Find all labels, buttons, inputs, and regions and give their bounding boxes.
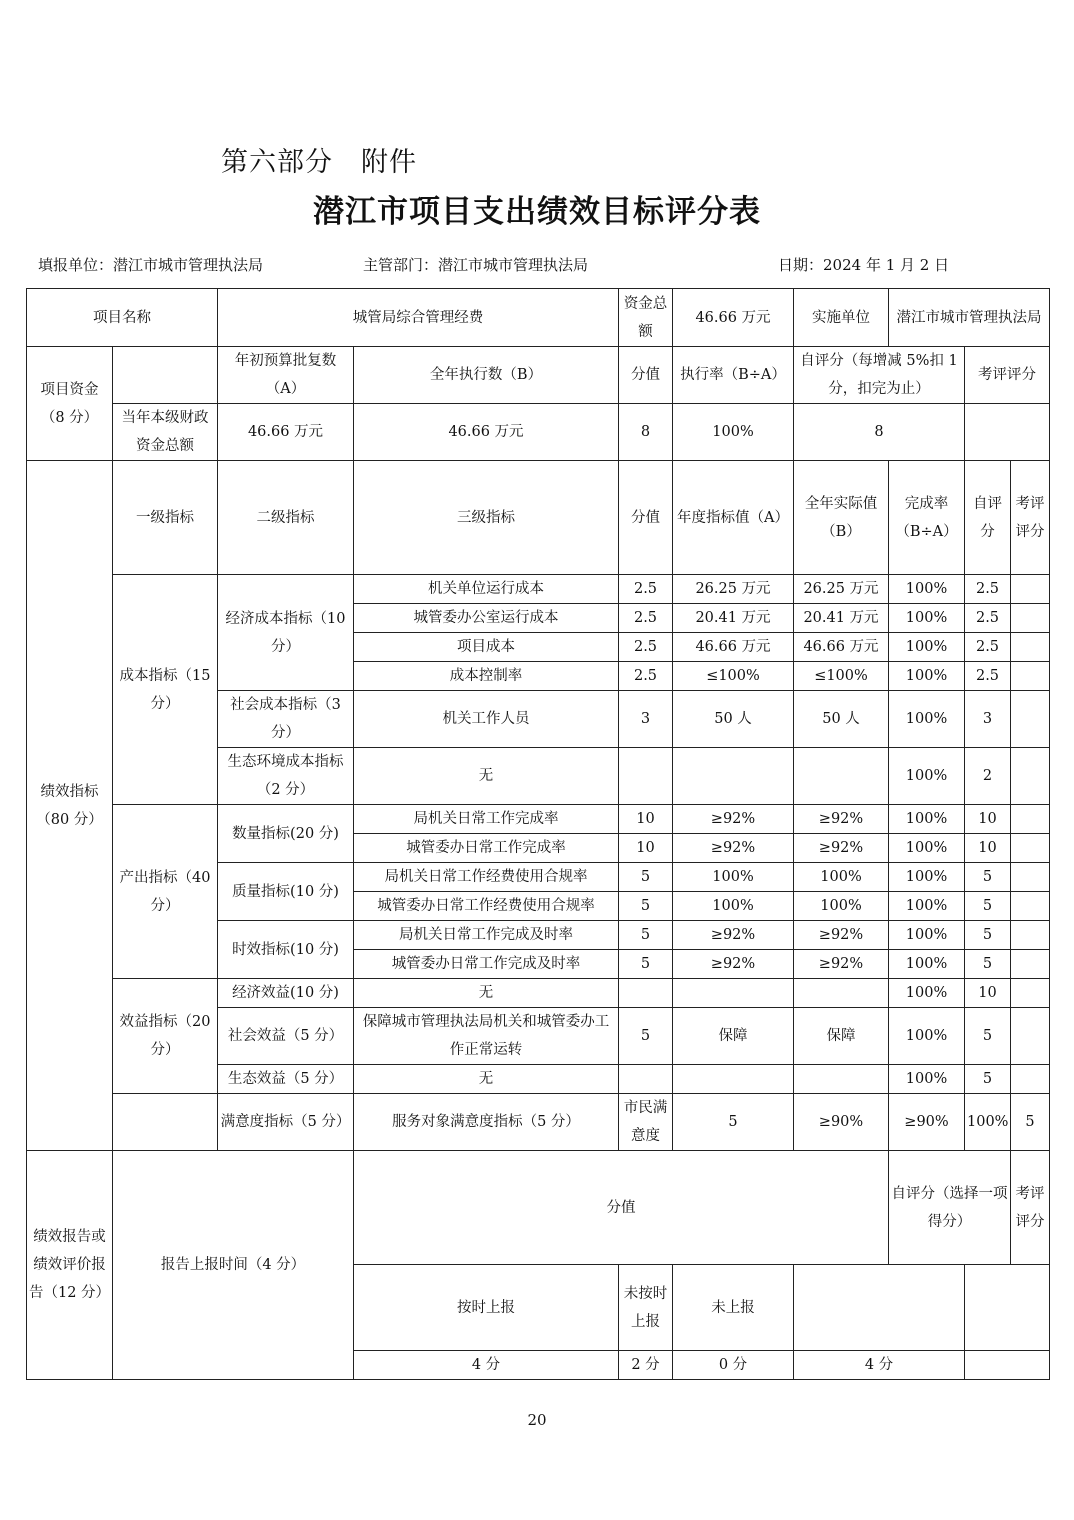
indicator-actual [794, 748, 889, 805]
indicator-actual: ≥92% [794, 921, 889, 950]
indicator-self: 2 [965, 748, 1011, 805]
fund-self-score: 8 [794, 404, 965, 461]
indicator-review [1011, 863, 1050, 892]
indicator-name: 城管委办日常工作完成及时率 [354, 950, 619, 979]
header-level1: 一级指标 [113, 461, 218, 575]
option-on-time: 按时上报 [354, 1265, 619, 1351]
fund-exec: 46.66 万元 [354, 404, 619, 461]
value-on-time: 4 分 [354, 1351, 619, 1380]
indicator-name: 市民满意度 [619, 1094, 673, 1151]
indicator-rate: 100% [889, 1008, 965, 1065]
project-name-label: 项目名称 [27, 289, 218, 347]
report-self-header: 自评分（选择一项得分） [889, 1151, 1011, 1265]
indicator-score: 5 [619, 921, 673, 950]
indicator-actual: 保障 [794, 1008, 889, 1065]
report-review-score [965, 1351, 1050, 1380]
indicator-score [619, 748, 673, 805]
fund-budget: 46.66 万元 [218, 404, 354, 461]
indicator-target: 20.41 万元 [673, 604, 794, 633]
indicator-review [1011, 834, 1050, 863]
indicator-self: 5 [965, 921, 1011, 950]
indicator-target: 100% [673, 892, 794, 921]
fund-section-label: 项目资金（8 分） [27, 347, 113, 461]
indicator-target [673, 748, 794, 805]
level2-quality: 质量指标(10 分) [218, 863, 354, 921]
indicator-rate: 100% [889, 950, 965, 979]
indicator-rate: 100% [889, 805, 965, 834]
part-heading: 第六部分 附件 [221, 147, 417, 178]
indicator-name: 无 [354, 748, 619, 805]
indicator-score: 2.5 [619, 662, 673, 691]
option-not-reported: 未上报 [673, 1265, 794, 1351]
indicator-self: 10 [965, 834, 1011, 863]
indicator-self: 3 [965, 691, 1011, 748]
indicator-rate: 100% [889, 863, 965, 892]
indicator-rate: 100% [889, 662, 965, 691]
indicator-rate: 100% [889, 691, 965, 748]
indicator-review [1011, 575, 1050, 604]
indicator-rate: 100% [889, 575, 965, 604]
level1-cost: 成本指标（15 分） [113, 575, 218, 805]
perf-section-label: 绩效指标（80 分） [27, 461, 113, 1151]
indicator-score: 5 [619, 1008, 673, 1065]
empty-cell [794, 1265, 965, 1351]
indicator-self: 5 [965, 863, 1011, 892]
indicator-name: 机关单位运行成本 [354, 575, 619, 604]
indicator-name: 局机关日常工作完成及时率 [354, 921, 619, 950]
header-exec-rate: 执行率（B÷A） [673, 347, 794, 404]
indicator-target: ≥92% [673, 950, 794, 979]
indicator-score: 5 [619, 950, 673, 979]
report-score-header: 分值 [354, 1151, 889, 1265]
indicator-score: 10 [619, 834, 673, 863]
indicator-review [1011, 950, 1050, 979]
indicator-actual: 100% [794, 863, 889, 892]
indicator-rate: 100% [889, 633, 965, 662]
indicator-score: 5 [619, 863, 673, 892]
indicator-review [1011, 892, 1050, 921]
indicator-review [1011, 691, 1050, 748]
level2-quantity: 数量指标(20 分) [218, 805, 354, 863]
indicator-actual: 26.25 万元 [794, 575, 889, 604]
level2-social-cost: 社会成本指标（3 分） [218, 691, 354, 748]
indicator-self: 5 [965, 1065, 1011, 1094]
indicator-rate: 100% [889, 834, 965, 863]
indicator-review [1011, 1065, 1050, 1094]
indicator-target: 46.66 万元 [673, 633, 794, 662]
indicator-self: 10 [965, 805, 1011, 834]
header-completion-rate: 完成率（B÷A） [889, 461, 965, 575]
header-review-score: 考评评分 [965, 347, 1050, 404]
indicator-name: 机关工作人员 [354, 691, 619, 748]
fund-review-score [965, 404, 1050, 461]
indicator-score: 5 [673, 1094, 794, 1151]
indicator-score: 10 [619, 805, 673, 834]
indicator-target: 26.25 万元 [673, 575, 794, 604]
indicator-actual: ≤100% [794, 662, 889, 691]
level2-satisfaction: 服务对象满意度指标（5 分） [354, 1094, 619, 1151]
option-late: 未按时上报 [619, 1265, 673, 1351]
page-number: 20 [527, 1411, 547, 1429]
project-name: 城管局综合管理经费 [218, 289, 619, 347]
indicator-self: 2.5 [965, 633, 1011, 662]
header-self-score: 自评分 [965, 461, 1011, 575]
level1-output: 产出指标（40 分） [113, 805, 218, 979]
report-time-label: 报告上报时间（4 分） [113, 1151, 354, 1380]
indicator-review [1011, 979, 1050, 1008]
value-not-reported: 0 分 [673, 1351, 794, 1380]
indicator-actual: ≥90% [889, 1094, 965, 1151]
indicator-review [1011, 633, 1050, 662]
indicator-name: 成本控制率 [354, 662, 619, 691]
indicator-target: ≥92% [673, 921, 794, 950]
indicator-self: 10 [965, 979, 1011, 1008]
indicator-review [1011, 662, 1050, 691]
indicator-score: 3 [619, 691, 673, 748]
indicator-actual: 46.66 万元 [794, 633, 889, 662]
level2-timeliness: 时效指标(10 分) [218, 921, 354, 979]
indicator-rate: 100% [889, 921, 965, 950]
indicator-target: 保障 [673, 1008, 794, 1065]
indicator-target [673, 1065, 794, 1094]
indicator-score: 5 [619, 892, 673, 921]
indicator-actual: ≥92% [794, 950, 889, 979]
indicator-name: 无 [354, 979, 619, 1008]
indicator-rate: 100% [889, 979, 965, 1008]
header-exec: 全年执行数（B） [354, 347, 619, 404]
indicator-name: 保障城市管理执法局机关和城管委办工作正常运转 [354, 1008, 619, 1065]
indicator-target: ≥90% [794, 1094, 889, 1151]
indicator-self: 5 [965, 950, 1011, 979]
indicator-review [1011, 921, 1050, 950]
indicator-score [619, 1065, 673, 1094]
header-self-score: 自评分（每增减 5%扣 1 分，扣完为止） [794, 347, 965, 404]
fund-score: 8 [619, 404, 673, 461]
header-target: 年度指标值（A） [673, 461, 794, 575]
indicator-actual [794, 1065, 889, 1094]
indicator-rate: 100% [889, 1065, 965, 1094]
level2-eco-cost: 生态环境成本指标（2 分） [218, 748, 354, 805]
header-budget: 年初预算批复数（A） [218, 347, 354, 404]
indicator-target: 100% [673, 863, 794, 892]
report-self-score: 4 分 [794, 1351, 965, 1380]
indicator-actual: ≥92% [794, 805, 889, 834]
empty-cell [113, 347, 218, 404]
indicator-actual [794, 979, 889, 1008]
indicator-name: 无 [354, 1065, 619, 1094]
indicator-self: 2.5 [965, 662, 1011, 691]
report-section-label: 绩效报告或绩效评价报告（12 分） [27, 1151, 113, 1380]
indicator-score: 2.5 [619, 575, 673, 604]
impl-unit-label: 实施单位 [794, 289, 889, 347]
indicator-score: 2.5 [619, 633, 673, 662]
header-score: 分值 [619, 461, 673, 575]
page-title: 潜江市项目支出绩效目标评分表 [313, 194, 761, 230]
header-level3: 三级指标 [354, 461, 619, 575]
header-score: 分值 [619, 347, 673, 404]
header-review-score: 考评评分 [1011, 461, 1050, 575]
indicator-target: ≥92% [673, 805, 794, 834]
indicator-target [673, 979, 794, 1008]
indicator-target: ≥92% [673, 834, 794, 863]
indicator-rate: 100% [889, 604, 965, 633]
fund-total: 46.66 万元 [673, 289, 794, 347]
score-table [26, 288, 1050, 1380]
indicator-target: 50 人 [673, 691, 794, 748]
fund-row-label: 当年本级财政资金总额 [113, 404, 218, 461]
indicator-name: 城管委办日常工作完成率 [354, 834, 619, 863]
indicator-score [619, 979, 673, 1008]
indicator-review [1011, 604, 1050, 633]
indicator-rate: 100% [965, 1094, 1011, 1151]
indicator-score: 2.5 [619, 604, 673, 633]
level2-social-benefit: 社会效益（5 分） [218, 1008, 354, 1065]
impl-unit: 潜江市城市管理执法局 [889, 289, 1050, 347]
empty-cell [965, 1265, 1050, 1351]
header-level2: 二级指标 [218, 461, 354, 575]
indicator-review [1011, 748, 1050, 805]
indicator-actual: 50 人 [794, 691, 889, 748]
indicator-rate: 100% [889, 892, 965, 921]
indicator-self: 5 [965, 892, 1011, 921]
indicator-self: 2.5 [965, 575, 1011, 604]
level2-eco-benefit: 生态效益（5 分） [218, 1065, 354, 1094]
indicator-actual: 20.41 万元 [794, 604, 889, 633]
indicator-rate: 100% [889, 748, 965, 805]
reporting-unit: 填报单位：潜江市城市管理执法局 [38, 256, 264, 274]
indicator-name: 项目成本 [354, 633, 619, 662]
empty-cell [113, 1094, 218, 1151]
indicator-name: 局机关日常工作完成率 [354, 805, 619, 834]
supervising-dept: 主管部门：潜江市城市管理执法局 [363, 256, 589, 274]
level1-satisfaction: 满意度指标（5 分） [218, 1094, 354, 1151]
indicator-self: 2.5 [965, 604, 1011, 633]
level2-econ-benefit: 经济效益(10 分) [218, 979, 354, 1008]
report-date: 日期：2024 年 1 月 2 日 [778, 256, 950, 274]
header-actual: 全年实际值（B） [794, 461, 889, 575]
level1-benefit: 效益指标（20 分） [113, 979, 218, 1094]
indicator-target: ≤100% [673, 662, 794, 691]
indicator-name: 城管委办日常工作经费使用合规率 [354, 892, 619, 921]
indicator-self: 5 [1011, 1094, 1050, 1151]
indicator-name: 城管委办公室运行成本 [354, 604, 619, 633]
fund-total-label: 资金总额 [619, 289, 673, 347]
indicator-actual: 100% [794, 892, 889, 921]
value-late: 2 分 [619, 1351, 673, 1380]
level2-econ-cost: 经济成本指标（10 分） [218, 575, 354, 691]
report-review-header: 考评评分 [1011, 1151, 1050, 1265]
indicator-self: 5 [965, 1008, 1011, 1065]
indicator-name: 局机关日常工作经费使用合规率 [354, 863, 619, 892]
indicator-review [1011, 1008, 1050, 1065]
fund-rate: 100% [673, 404, 794, 461]
indicator-actual: ≥92% [794, 834, 889, 863]
indicator-review [1011, 805, 1050, 834]
